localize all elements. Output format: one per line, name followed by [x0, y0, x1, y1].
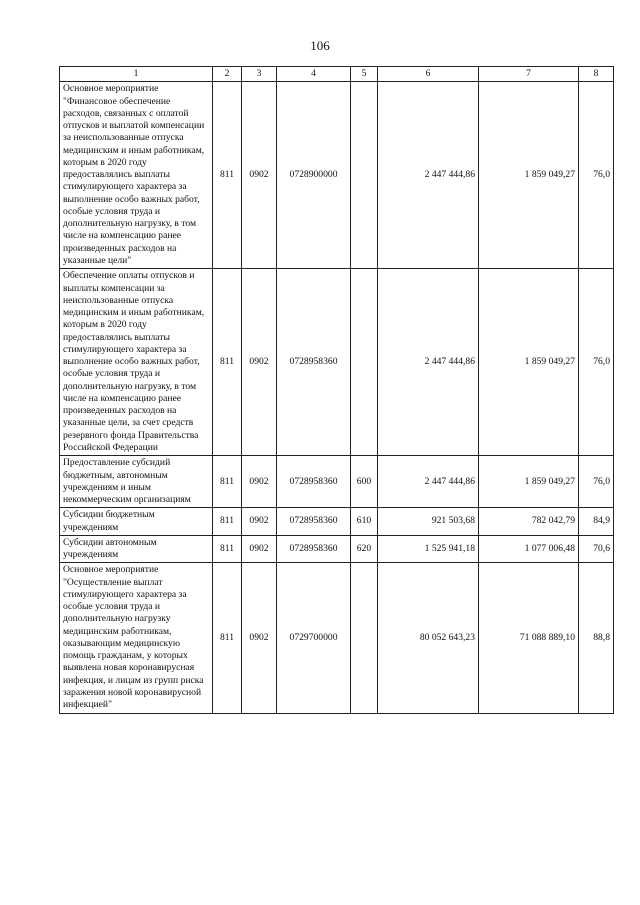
- column-header: 2: [213, 67, 242, 82]
- row-name: Основное мероприятие "Осуществление выплат стимулирующего характера за особые условия труда и дополнительную нагрузку медицинским работникам, оказывающим медицинскую помощь гражданам, у которых выявлена новая коронавирусная инфекция, и лицам из групп риска заражения новой коронавирусной инфекцией": [60, 563, 213, 713]
- cell-col7: 782 042,79: [479, 508, 579, 536]
- column-header: 5: [351, 67, 378, 82]
- cell-col5: 610: [351, 508, 378, 536]
- row-name: Субсидии бюджетным учреждениям: [60, 508, 213, 536]
- cell-col5: [351, 269, 378, 456]
- table-row: [60, 269, 614, 456]
- budget-table: [59, 66, 614, 714]
- cell-col8: 88,8: [579, 563, 614, 713]
- column-header: 8: [579, 67, 614, 82]
- cell-col6: 921 503,68: [378, 508, 479, 536]
- cell-col8: 70,6: [579, 535, 614, 563]
- cell-col6: 2 447 444,86: [378, 269, 479, 456]
- cell-col5: [351, 82, 378, 269]
- cell-col8: 76,0: [579, 82, 614, 269]
- cell-col3: 0902: [242, 508, 277, 536]
- cell-col3: 0902: [242, 535, 277, 563]
- table-row: [60, 456, 614, 508]
- cell-col5: [351, 563, 378, 713]
- cell-col3: 0902: [242, 563, 277, 713]
- row-name: Предоставление субсидий бюджетным, автономным учреждениям и иным некоммерческим организациям: [60, 456, 213, 508]
- cell-col7: 1 859 049,27: [479, 82, 579, 269]
- cell-col3: 0902: [242, 269, 277, 456]
- column-header: 7: [479, 67, 579, 82]
- cell-col6: 2 447 444,86: [378, 456, 479, 508]
- cell-col2: 811: [213, 535, 242, 563]
- column-header: 4: [277, 67, 351, 82]
- cell-col3: 0902: [242, 82, 277, 269]
- cell-col4: 0728958360: [277, 535, 351, 563]
- column-number-row: [60, 67, 614, 82]
- cell-col6: 80 052 643,23: [378, 563, 479, 713]
- cell-col4: 0728900000: [277, 82, 351, 269]
- cell-col8: 76,0: [579, 456, 614, 508]
- cell-col2: 811: [213, 269, 242, 456]
- cell-col2: 811: [213, 508, 242, 536]
- column-header: 6: [378, 67, 479, 82]
- column-header: 1: [60, 67, 213, 82]
- cell-col2: 811: [213, 563, 242, 713]
- column-header: 3: [242, 67, 277, 82]
- cell-col2: 811: [213, 82, 242, 269]
- table-row: [60, 535, 614, 563]
- page-number: 106: [310, 38, 330, 53]
- row-name: Обеспечение оплаты отпусков и выплаты компенсации за неиспользованные отпуска медицинским и иным работникам, которым в 2020 году предоставлялись выплаты стимулирующего характера за выполнение особо важных работ, особые условия труда и дополнительную нагрузку, в том числе на компенсацию ранее произведенных расходов на указанные цели, за счет средств резервного фонда Правительства Российской Федерации: [60, 269, 213, 456]
- cell-col6: 2 447 444,86: [378, 82, 479, 269]
- cell-col4: 0728958360: [277, 456, 351, 508]
- cell-col2: 811: [213, 456, 242, 508]
- cell-col4: 0728958360: [277, 508, 351, 536]
- cell-col7: 1 859 049,27: [479, 456, 579, 508]
- cell-col3: 0902: [242, 456, 277, 508]
- table-row: [60, 563, 614, 713]
- cell-col6: 1 525 941,18: [378, 535, 479, 563]
- table-row: [60, 508, 614, 536]
- cell-col8: 84,9: [579, 508, 614, 536]
- cell-col4: 0728958360: [277, 269, 351, 456]
- cell-col8: 76,0: [579, 269, 614, 456]
- cell-col7: 71 088 889,10: [479, 563, 579, 713]
- cell-col5: 620: [351, 535, 378, 563]
- row-name: Основное мероприятие "Финансовое обеспечение расходов, связанных с оплатой отпусков и выплатой компенсации за неиспользованные отпуска медицинским и иным работникам, которым в 2020 году предоставлялись выплаты стимулирующего характера за выполнение особо важных работ, особые условия труда и дополнительную нагрузку, в том числе на компенсацию ранее произведенных расходов на указанные цели": [60, 82, 213, 269]
- table-row: [60, 82, 614, 269]
- row-name: Субсидии автономным учреждениям: [60, 535, 213, 563]
- cell-col4: 0729700000: [277, 563, 351, 713]
- cell-col7: 1 077 006,48: [479, 535, 579, 563]
- cell-col5: 600: [351, 456, 378, 508]
- cell-col7: 1 859 049,27: [479, 269, 579, 456]
